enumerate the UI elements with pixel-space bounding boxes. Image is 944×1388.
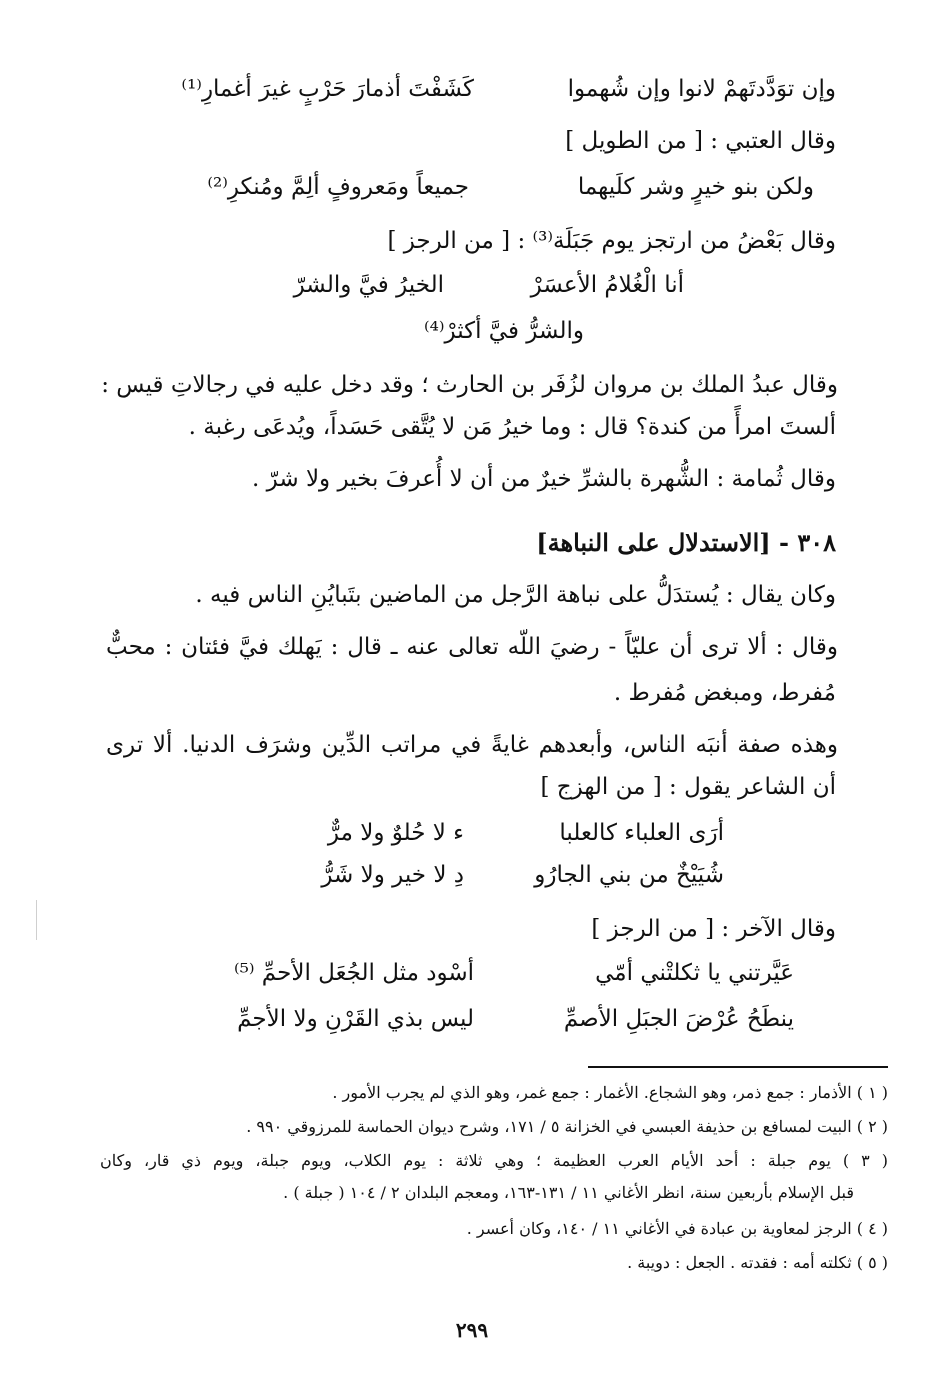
paragraph-line: وقال : ألا ترى أن عليّاً - رضيَ اللّه تعالى عنه ـ قال : يَهلك فيَّ فئتان : محبٌّ — [106, 634, 838, 660]
paragraph-line: وكان يقال : يُستدَلُّ على نباهة الرَّجل من الماضين بتَبايُنِ الناس فيه . — [195, 582, 836, 608]
paragraph-line: مُفرط، ومبغض مُفرط . — [613, 680, 836, 706]
footnote: ( ١ ) الأذمار : جمع ذمر، وهو الشجاع. الأغمار : جمع غمر، وهو الذي لم يجرب الأمور . — [332, 1083, 888, 1102]
paragraph-line: وقال ثُمامة : الشُّهرة بالشرِّ خيرٌ من أن لا أُعرفَ بخير ولا شرّ . — [252, 466, 836, 492]
attribution-line: وقال الآخر : [ من الرجز ] — [591, 916, 836, 942]
verse-8-second-hemistich: ليس بذي القَرْنِ ولا الأجمِّ — [237, 1006, 474, 1032]
verse-8-first-hemistich: ينطَحُ عُرْضَ الجبَلِ الأصمِّ — [563, 1006, 794, 1032]
verse-6-first-hemistich: شُيَيْخٌ من بني الجارُو — [534, 862, 724, 888]
footnote-continuation: قبل الإسلام بأربعين سنة، انظر الأغاني ١١ / ١٣١-١٦٣، ومعجم البلدان ٢ / ١٠٤ ( جبلة ) . — [283, 1183, 854, 1202]
footnote-separator — [588, 1066, 888, 1068]
verse-1-second-hemistich: كَشَفْتَ أذمارَ حَرْبٍ غيرَ أغمارِ⁽¹⁾ — [181, 76, 474, 102]
verse-4-line: والشرُّ فيَّ أكثرْ⁽⁴⁾ — [423, 318, 584, 344]
page-number: ٢٩٩ — [455, 1318, 489, 1342]
attribution-line: وقال بَعْضُ من ارتجز يوم جَبَلَة⁽³⁾ : [ من الرجز ] — [387, 228, 836, 254]
paragraph-line: وهذه صفة أنبَه الناس، وأبعدهم غايةً في مراتب الدِّين وشرَف الدنيا. ألا ترى — [106, 732, 838, 758]
footnote: ( ٢ ) البيت لمسافع بن حذيفة العبسي في الخزانة ٥ / ١٧١، وشرح ديوان الحماسة للمرزوقي ٩٩٠ . — [246, 1117, 888, 1136]
verse-2-first-hemistich: ولكن بنو خيرٍ وشر كلَيهما — [577, 174, 814, 200]
paragraph-line: وقال عبدُ الملك بن مروان لزُفَر بن الحارث ؛ وقد دخل عليه في رجالاتِ قيس : — [101, 372, 838, 398]
verse-7-second-hemistich: أسْود مثل الجُعَل الأحمِّ ⁽⁵⁾ — [233, 960, 474, 986]
section-heading: ٣٠٨ - [الاستدلال على النباهة] — [536, 528, 836, 557]
verse-3-first-hemistich: أنا الْغُلامُ الأعسَرْ — [530, 272, 684, 298]
verse-6-second-hemistich: دِ لا خير ولا شَرُّ — [321, 862, 464, 888]
verse-2-second-hemistich: جميعاً ومَعروفٍ ألِمَّ ومُنكرِ⁽²⁾ — [207, 174, 469, 200]
paragraph-line: أن الشاعر يقول : [ من الهزج ] — [540, 774, 836, 800]
verse-5-first-hemistich: أرَى العلباء كالعلبا — [559, 820, 724, 846]
footnote: ( ٥ ) ثكلته أمه : فقدته . الجعل : دويبة . — [627, 1253, 888, 1272]
verse-3-second-hemistich: الخيرُ فيَّ والشرّ — [293, 272, 444, 298]
verse-5-second-hemistich: ء لا حُلوٌ ولا مرٌّ — [327, 820, 464, 846]
attribution-line: وقال العتبي : [ من الطويل ] — [565, 128, 836, 154]
paragraph-line: ألستَ امرأً من كندة؟ قال : وما خيرُ مَن لا يُتَّقى حَسَداً، ويُدعَى رغبة . — [188, 414, 836, 440]
footnote: ( ٣ ) يوم جبلة : أحد الأيام العرب العظيمة ؛ وهي ثلاثة : يوم الكلاب، ويوم جبلة، ويوم ذي قار، وكان — [100, 1151, 889, 1170]
verse-7-first-hemistich: عَيَّرتني يا ثكلتْني أمّي — [595, 960, 794, 986]
verse-1-first-hemistich: وإن توَدَّدتَهمْ لانوا وإن شُهموا — [567, 76, 836, 102]
margin-mark — [36, 900, 37, 940]
footnote: ( ٤ ) الرجز لمعاوية بن عبادة في الأغاني ١١ / ١٤٠، وكان أعسر . — [466, 1219, 888, 1238]
